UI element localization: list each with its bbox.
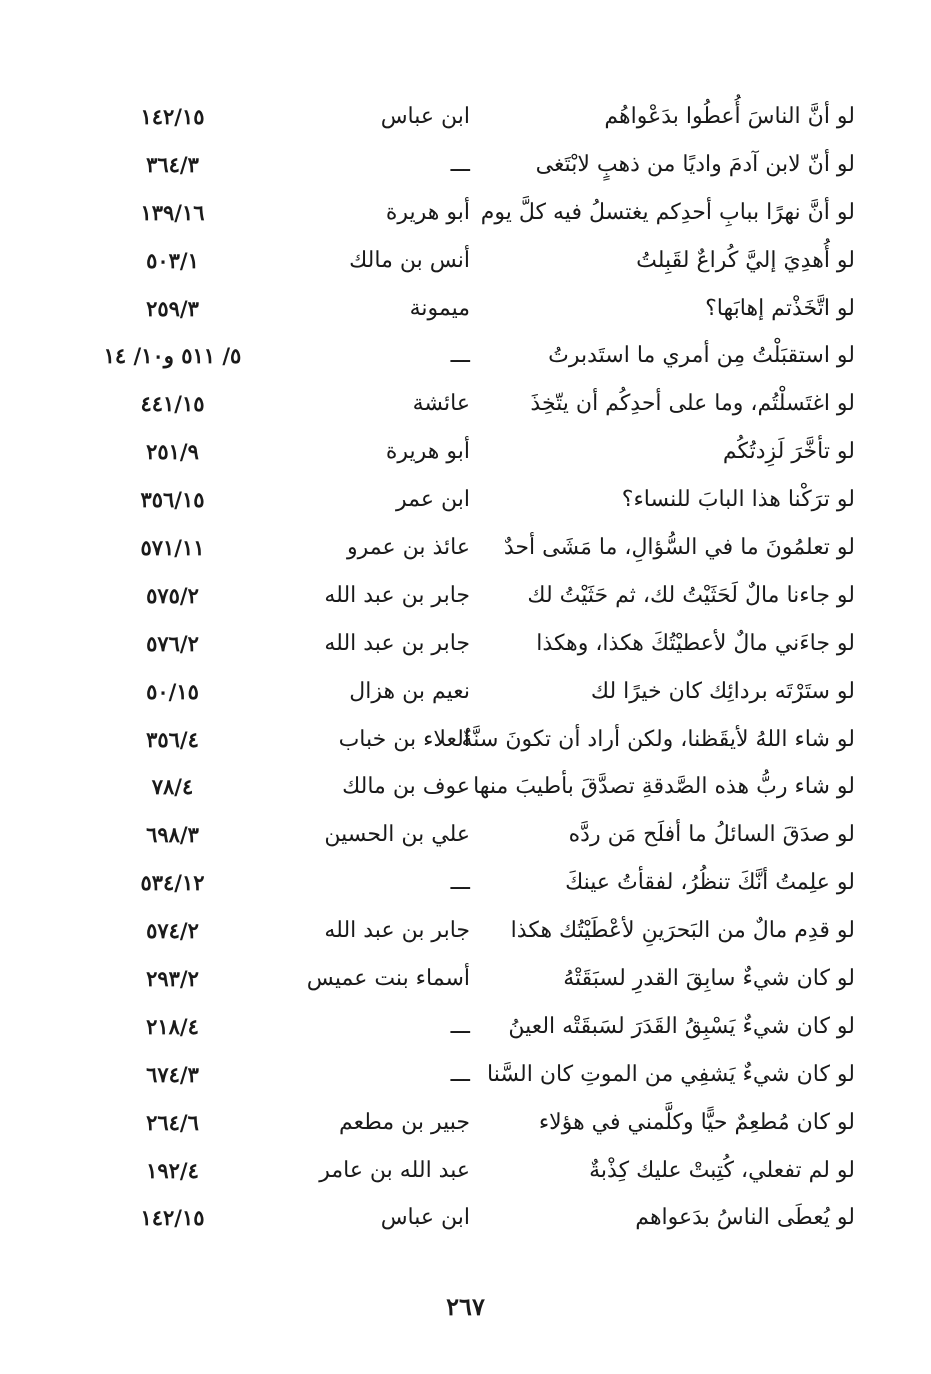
hadith-text: لو كان شيءٌ يَسْبِقُ القَدَرَ لسَبقَتْه العينُ (508, 1013, 855, 1039)
volume-page-reference: ٥٧٥/٢ (146, 582, 199, 608)
narrator-name: عائشة (412, 391, 470, 417)
volume-page-reference: ٣٦٤/٣ (146, 151, 199, 177)
volume-page-reference: ١٤٢/١٥ (140, 1205, 205, 1231)
volume-page-reference: ٢١٨/٤ (146, 1013, 199, 1039)
hadith-text: لو ستَرْتَه بردائِك كان خيرًا لك (590, 678, 855, 704)
index-row (90, 955, 855, 1003)
index-row (90, 763, 855, 811)
volume-page-reference: ١٣٩/١٦ (140, 199, 205, 225)
index-row (90, 380, 855, 428)
hadith-text: لو كان شيءٌ يَشفِي من الموتِ كان السَّنا (487, 1061, 855, 1087)
narrator-name: عائذ بن عمرو (347, 535, 470, 561)
narrator-name: ـــ (450, 1061, 470, 1087)
hadith-text: لو يُعطَى الناسُ بدَعواهم (635, 1205, 855, 1231)
volume-page-reference: ١٩٢/٤ (146, 1157, 199, 1183)
volume-page-reference: ٢٥٩/٣ (146, 295, 199, 321)
hadith-text: لو ترَكْنا هذا البابَ للنساء؟ (621, 487, 855, 513)
volume-page-reference: ٥/ ٥١١ و١٠/ ١٤ (103, 343, 242, 369)
hadith-text: لو صدَقَ السائلُ ما أفلَح مَن ردَّه (568, 822, 855, 848)
narrator-name: ـــ (450, 151, 470, 177)
hadith-text: لو قدِم مالٌ من البَحرَينِ لأعْطَيْتُك هكذا (510, 918, 855, 944)
narrator-name: أنس بن مالك (349, 247, 470, 273)
hadith-text: لو استقبَلْتُ مِن أمري ما استَدبرتُ (548, 343, 855, 369)
narrator-name: أبو هريرة (385, 439, 470, 465)
volume-page-reference: ٥٧١/١١ (140, 535, 205, 561)
volume-page-reference: ٢٩٣/٢ (146, 966, 199, 992)
narrator-name: ـــ (450, 1013, 470, 1039)
index-row (90, 476, 855, 524)
narrator-name: ـــ (450, 870, 470, 896)
narrator-name: علي بن الحسين (324, 822, 470, 848)
narrator-name: ابن عباس (380, 1205, 470, 1231)
hadith-text: لو أنَّ الناسَ أُعطُوا بدَعْواهُم (604, 104, 855, 129)
index-row (90, 907, 855, 955)
volume-page-reference: ٥٠/١٥ (146, 678, 199, 704)
index-row (90, 1147, 855, 1195)
page-number: ٢٦٧ (446, 1292, 485, 1321)
narrator-name: جابر بن عبد الله (324, 582, 470, 608)
hadith-index-table (90, 93, 855, 1242)
narrator-name: ابن عباس (380, 104, 470, 129)
index-row (90, 237, 855, 285)
volume-page-reference: ٦٧٤/٣ (146, 1061, 199, 1087)
volume-page-reference: ٤٤١/١٥ (140, 391, 205, 417)
index-row (90, 93, 855, 141)
volume-page-reference: ٢٦٤/٦ (146, 1109, 199, 1135)
index-row (90, 332, 855, 380)
index-row (90, 1051, 855, 1099)
index-row (90, 1194, 855, 1242)
narrator-name: نعيم بن هزال (349, 678, 470, 704)
index-row (90, 620, 855, 668)
volume-page-reference: ٥٣٤/١٢ (140, 870, 205, 896)
narrator-name: جبير بن مطعم (339, 1109, 470, 1135)
index-row (90, 716, 855, 764)
hadith-text: لو كان شيءٌ سابِقَ القدرِ لسبَقَتْهُ (563, 966, 855, 992)
index-row (90, 572, 855, 620)
index-row (90, 1099, 855, 1147)
narrator-name: جابر بن عبد الله (324, 630, 470, 656)
index-row (90, 811, 855, 859)
volume-page-reference: ١٤٢/١٥ (140, 104, 205, 129)
index-row (90, 1003, 855, 1051)
hadith-text: لو أُهدِيَ إليَّ كُراعٌ لقَبِلتُ (636, 247, 855, 273)
narrator-name: أبو هريرة (385, 199, 470, 225)
narrator-name: جابر بن عبد الله (324, 918, 470, 944)
hadith-text: لو تعلمُونَ ما في السُّؤالِ، ما مَشَى أحدٌ (503, 535, 855, 561)
hadith-text: لو كان مُطعِمٌ حيًّا وكلَّمني في هؤلاء (538, 1109, 855, 1135)
hadith-text: لو اغتَسلْتُم، وما على أحدِكُم أن يتّخِذَ (530, 391, 855, 417)
hadith-text: لو اتَّخَذْتم إهابَها؟ (705, 295, 855, 321)
hadith-text: لو أنَّ نهرًا ببابِ أحدِكم يغتسلُ فيه كلَّ يوم (480, 199, 855, 225)
narrator-name: ابن عمر (396, 487, 470, 513)
narrator-name: عوف بن مالك (342, 774, 470, 800)
index-row (90, 524, 855, 572)
narrator-name: ـــ (450, 343, 470, 369)
hadith-text: لو لم تفعلي، كُتِبتْ عليك كِذْبةٌ (589, 1157, 855, 1183)
hadith-text: لو شاء ربُّ هذه الصَّدقةِ تصدَّقَ بأطيبَ منها (473, 774, 855, 800)
volume-page-reference: ٧٨/٤ (151, 774, 194, 800)
index-row (90, 141, 855, 189)
index-row (90, 189, 855, 237)
index-row (90, 859, 855, 907)
volume-page-reference: ٥٧٤/٢ (146, 918, 199, 944)
volume-page-reference: ٦٩٨/٣ (146, 822, 199, 848)
hadith-text: لو تأخَّرَ لَزِدتُكُم (722, 439, 855, 465)
narrator-name: ميمونة (409, 295, 470, 321)
volume-page-reference: ٣٥٦/٤ (146, 726, 199, 752)
narrator-name: أسماء بنت عميس (306, 966, 470, 992)
volume-page-reference: ٥٠٣/١ (146, 247, 199, 273)
index-row (90, 285, 855, 333)
hadith-text: لو علِمتُ أنَّكَ تنظُرُ، لفقأتُ عينكَ (565, 870, 855, 896)
volume-page-reference: ٥٧٦/٢ (146, 630, 199, 656)
volume-page-reference: ٣٥٦/١٥ (140, 487, 205, 513)
narrator-name: العلاء بن خباب (338, 726, 470, 752)
hadith-text: لو جاءَني مالٌ لأعطيْتُكَ هكذا، وهكذا (536, 630, 855, 656)
hadith-text: لو جاءنا مالٌ لَحَثَيْتُ لك، ثم حَثَيْتُ لك (527, 582, 855, 608)
volume-page-reference: ٢٥١/٩ (146, 439, 199, 465)
narrator-name: عبد الله بن عامر (319, 1157, 470, 1183)
hadith-text: لو شاء اللهُ لأيقَظنا، ولكن أراد أن تكونَ سنَّةٌ (461, 726, 855, 752)
index-row (90, 668, 855, 716)
hadith-text: لو أنّ لابن آدمَ واديًا من ذهبٍ لابْتَغى (535, 151, 855, 177)
index-row (90, 428, 855, 476)
